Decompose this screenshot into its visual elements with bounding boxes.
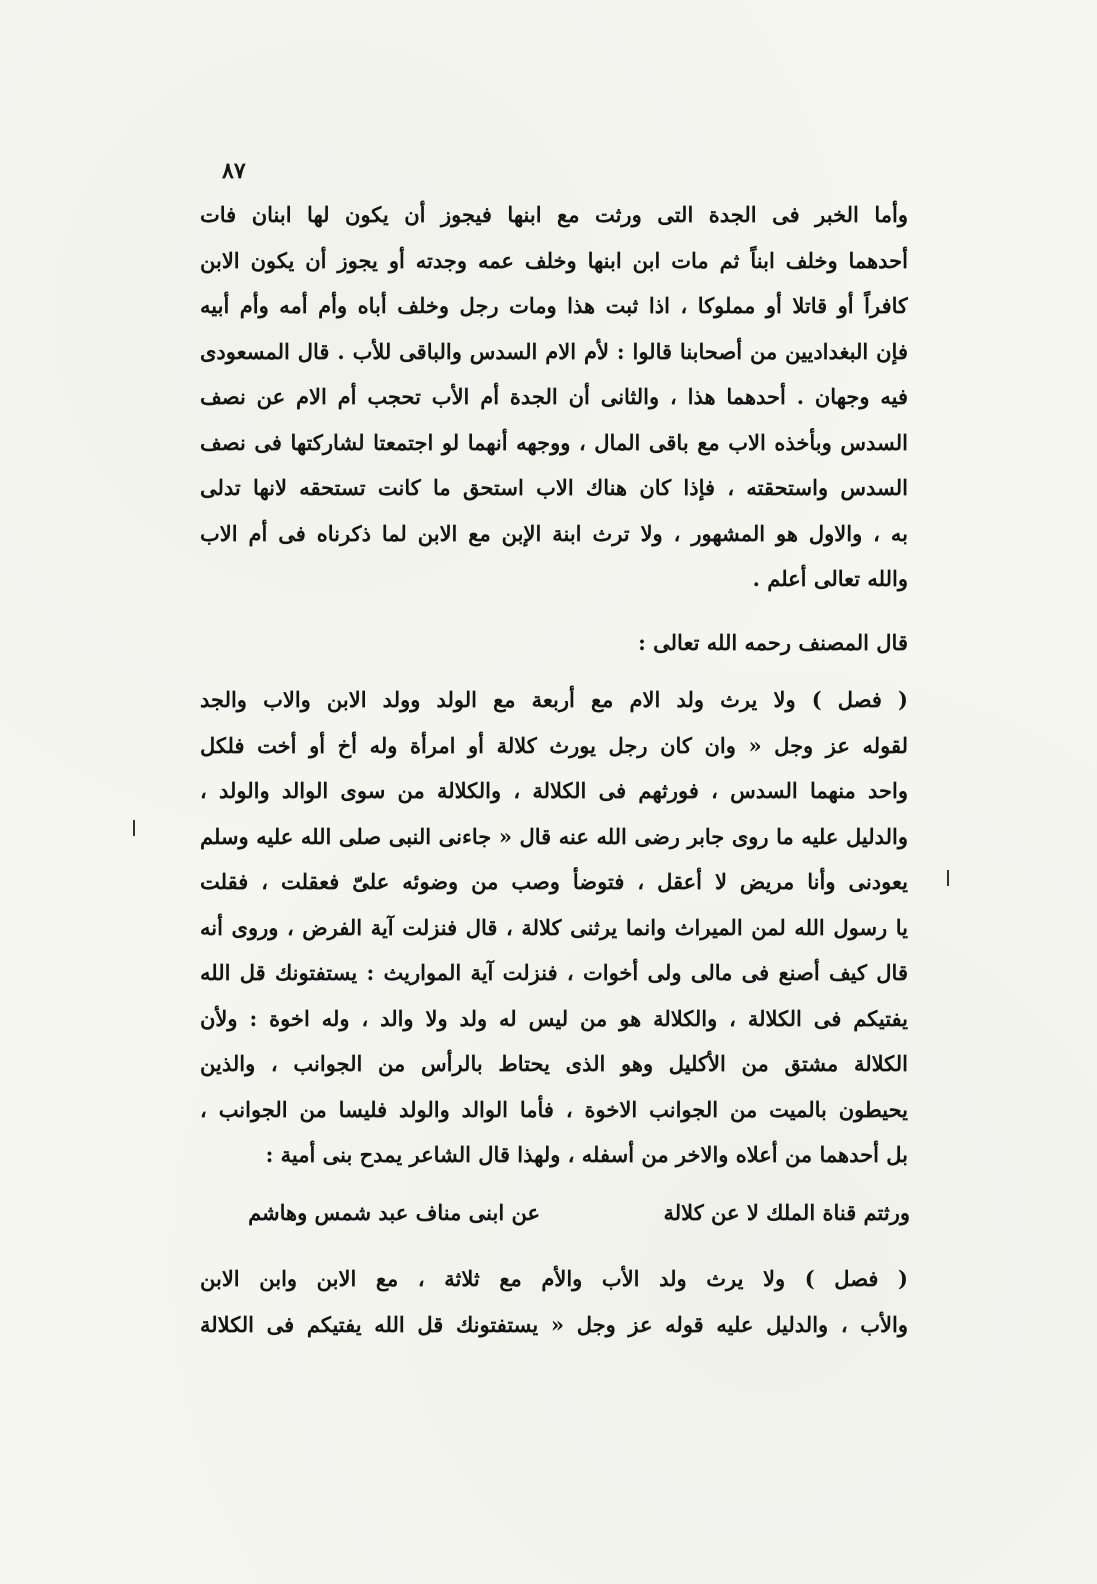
paragraph-walad-al-umm <box>200 677 908 1178</box>
text-line: والله تعالى أعلم . <box>752 566 908 591</box>
margin-mark <box>133 820 135 836</box>
text-line: به ، والاول هو المشهور ، ولا ترث ابنة الإبن مع الابن لما ذكرناه فى أم الاب <box>200 520 908 546</box>
text-line: كافراً أو قاتلا أو مملوكا ، اذا ثبت هذا ومات رجل وخلف أباه وأم أمه وأم أبيه <box>200 293 908 318</box>
text-line: الكلالة مشتق من الأكليل وهو الذى يحتاط بالرأس من الجوانب ، والذين <box>200 1051 908 1076</box>
poetry-verse <box>230 1190 910 1236</box>
text-line: يعودنى وأنا مريض لا أعقل ، فتوضأ وصب من وضوئه علىّ فعقلت ، فقلت <box>200 869 908 894</box>
paragraph-walad-al-ab <box>200 1256 908 1347</box>
text-line: قال كيف أصنع فى مالى ولى أخوات ، فنزلت آية المواريث : يستفتونك قل الله <box>200 960 908 985</box>
margin-mark <box>947 870 949 886</box>
section-heading <box>200 620 908 666</box>
text-line: يحيطون بالميت من الجوانب الاخوة ، فأما الوالد والولد فليسا من الجوانب ، <box>200 1096 908 1122</box>
text-line: فيه وجهان . أحدهما هذا ، والثانى أن الجدة أم الأب تحجب أم الام عن نصف <box>200 384 908 409</box>
text-line: واحد منهما السدس ، فورثهم فى الكلالة ، والكلالة من سوى الوالد والولد ، <box>200 778 908 803</box>
text-line: يفتيكم فى الكلالة ، والكلالة هو من ليس له ولد ولا والد ، وله اخوة : ولأن <box>200 1005 908 1031</box>
verse-second-hemistich: عن ابنى مناف عبد شمس وهاشم <box>248 1200 540 1225</box>
text-line: لقوله عز وجل « وان كان رجل يورث كلالة أو امرأة وله أخ أو أخت فلكل <box>200 732 908 758</box>
text-line: السدس وبأخذه الاب مع باقى المال ، ووجهه أنهما لو اجتمعتا لشاركتها فى نصف <box>200 429 908 455</box>
text-line: بل أحدهما من أعلاه والاخر من أسفله ، ولهذا قال الشاعر يمدح بنى أمية : <box>265 1142 908 1167</box>
text-line: أحدهما وخلف ابناً ثم مات ابن ابنها وخلف عمه وجدته أو يجوز أن يكون الابن <box>200 247 908 273</box>
text-line: ( فصل ) ولا يرث ولد الام مع أربعة مع الولد وولد الابن والاب والجد <box>200 687 908 712</box>
text-line: وأما الخبر فى الجدة التى ورثت مع ابنها فيجوز أن يكون لها ابنان فات <box>200 202 908 227</box>
text-line: يا رسول الله لمن الميراث وانما يرثنى كلالة ، قال فنزلت آية الفرض ، وروى أنه <box>200 914 908 940</box>
text-line: ( فصل ) ولا يرث ولد الأب والأم مع ثلاثة ، مع الابن وابن الابن <box>200 1266 908 1291</box>
text-line: والدليل عليه ما روى جابر رضى الله عنه قال « جاءنى النبى صلى الله عليه وسلم <box>200 823 908 849</box>
text-line: فإن البغداديين من أصحابنا قالوا : لأم الام السدس والباقى للأب . قال المسعودى <box>200 338 908 364</box>
verse-first-hemistich: ورثتم قناة الملك لا عن كلالة <box>663 1200 910 1225</box>
page-number: ٨٧ <box>222 158 246 184</box>
text-line: والأب ، والدليل عليه قوله عز وجل « يستفتونك قل الله يفتيكم فى الكلالة <box>200 1311 908 1337</box>
paragraph-jadda <box>200 192 908 602</box>
heading-text: قال المصنف رحمه الله تعالى : <box>638 630 908 655</box>
text-line: السدس واستحقته ، فإذا كان هناك الاب استحق ما كانت تستحقه لانها تدلى <box>200 475 908 500</box>
